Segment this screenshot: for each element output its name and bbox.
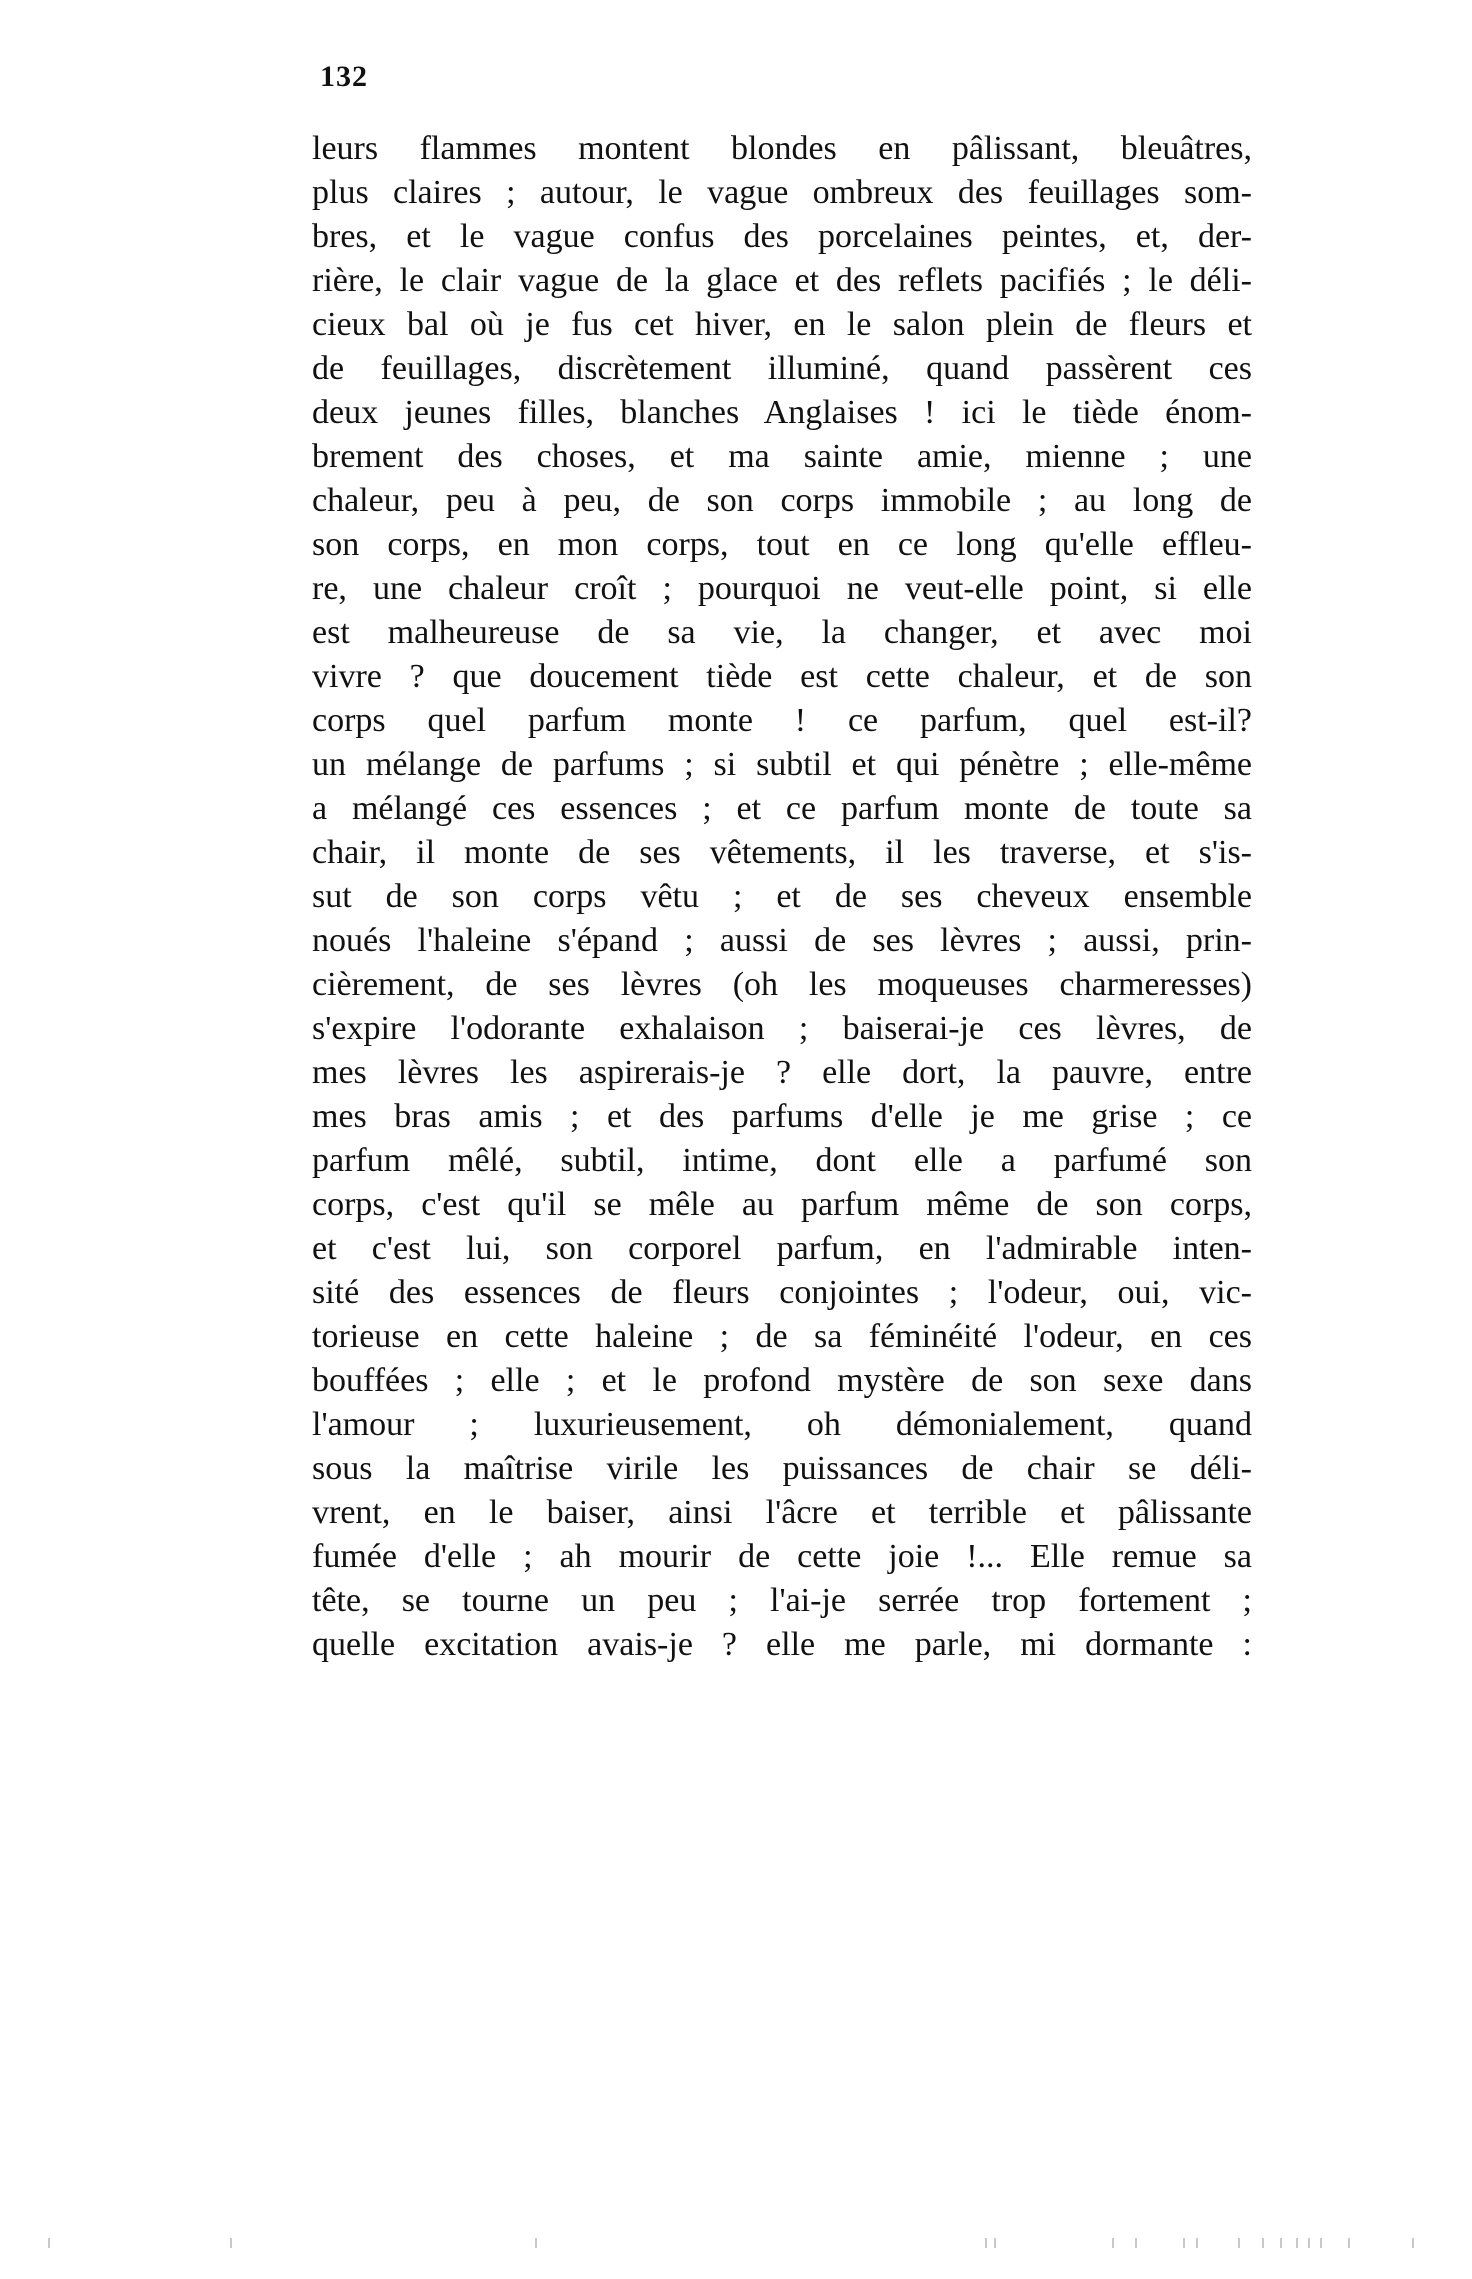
text-line: est malheureuse de sa vie, la changer, et avec moi xyxy=(312,614,1252,651)
text-line: l'amour ; luxurieusement, oh démonialement, quand xyxy=(312,1406,1252,1443)
text-line: sut de son corps vêtu ; et de ses cheveux ensemble xyxy=(312,878,1252,915)
text-line: quelle excitation avais-je ? elle me parle, mi dormante : xyxy=(312,1626,1252,1663)
text-line: rière, le clair vague de la glace et des reflets pacifiés ; le déli- xyxy=(312,262,1252,299)
text-line: chair, il monte de ses vêtements, il les traverse, et s'is- xyxy=(312,834,1252,871)
scan-mark xyxy=(1135,2238,1137,2248)
text-line: et c'est lui, son corporel parfum, en l'admirable inten- xyxy=(312,1230,1252,1267)
scan-mark xyxy=(1238,2238,1240,2248)
text-line: de feuillages, discrètement illuminé, quand passèrent ces xyxy=(312,350,1252,387)
scan-mark xyxy=(1412,2238,1414,2248)
text-line: noués l'haleine s'épand ; aussi de ses lèvres ; aussi, prin- xyxy=(312,922,1252,959)
scan-mark xyxy=(230,2238,232,2248)
text-line: vivre ? que doucement tiède est cette chaleur, et de son xyxy=(312,658,1252,695)
text-line: deux jeunes filles, blanches Anglaises ! ici le tiède énom- xyxy=(312,394,1252,431)
scan-mark xyxy=(1308,2238,1310,2248)
text-line: sité des essences de fleurs conjointes ; l'odeur, oui, vic- xyxy=(312,1274,1252,1311)
text-line: fumée d'elle ; ah mourir de cette joie !... Elle remue sa xyxy=(312,1538,1252,1575)
text-line: bouffées ; elle ; et le profond mystère de son sexe dans xyxy=(312,1362,1252,1399)
scan-mark xyxy=(1196,2238,1198,2248)
body-text xyxy=(312,127,1252,1667)
text-line: torieuse en cette haleine ; de sa féminéité l'odeur, en ces xyxy=(312,1318,1252,1355)
scan-mark xyxy=(1348,2238,1350,2248)
text-line: bres, et le vague confus des porcelaines peintes, et, der- xyxy=(312,218,1252,255)
text-line: re, une chaleur croît ; pourquoi ne veut-elle point, si elle xyxy=(312,570,1252,607)
text-line: vrent, en le baiser, ainsi l'âcre et terrible et pâlissante xyxy=(312,1494,1252,1531)
scan-mark xyxy=(48,2238,50,2248)
scan-mark xyxy=(1280,2238,1282,2248)
text-line: un mélange de parfums ; si subtil et qui pénètre ; elle-même xyxy=(312,746,1252,783)
text-line: chaleur, peu à peu, de son corps immobile ; au long de xyxy=(312,482,1252,519)
page-number: 132 xyxy=(320,60,368,93)
text-line: corps, c'est qu'il se mêle au parfum même de son corps, xyxy=(312,1186,1252,1223)
text-line: s'expire l'odorante exhalaison ; baiserai-je ces lèvres, de xyxy=(312,1010,1252,1047)
text-line: plus claires ; autour, le vague ombreux des feuillages som- xyxy=(312,174,1252,211)
scan-mark xyxy=(1320,2238,1322,2248)
text-line: son corps, en mon corps, tout en ce long qu'elle effleu- xyxy=(312,526,1252,563)
text-line: sous la maîtrise virile les puissances de chair se déli- xyxy=(312,1450,1252,1487)
text-line: cièrement, de ses lèvres (oh les moqueuses charmeresses) xyxy=(312,966,1252,1003)
text-line: leurs flammes montent blondes en pâlissant, bleuâtres, xyxy=(312,130,1252,167)
scan-mark xyxy=(1183,2238,1185,2248)
scan-mark xyxy=(1112,2238,1114,2248)
scan-artifacts xyxy=(0,2238,1472,2252)
scan-mark xyxy=(535,2238,537,2248)
text-line: mes lèvres les aspirerais-je ? elle dort, la pauvre, entre xyxy=(312,1054,1252,1091)
scan-mark xyxy=(1262,2238,1264,2248)
scan-mark xyxy=(1296,2238,1298,2248)
scan-mark xyxy=(985,2238,987,2248)
scan-mark xyxy=(994,2238,996,2248)
text-line: mes bras amis ; et des parfums d'elle je me grise ; ce xyxy=(312,1098,1252,1135)
text-line: brement des choses, et ma sainte amie, mienne ; une xyxy=(312,438,1252,475)
text-line: parfum mêlé, subtil, intime, dont elle a parfumé son xyxy=(312,1142,1252,1179)
text-line: a mélangé ces essences ; et ce parfum monte de toute sa xyxy=(312,790,1252,827)
text-line: tête, se tourne un peu ; l'ai-je serrée trop fortement ; xyxy=(312,1582,1252,1619)
text-line: cieux bal où je fus cet hiver, en le salon plein de fleurs et xyxy=(312,306,1252,343)
text-line: corps quel parfum monte ! ce parfum, quel est-il? xyxy=(312,702,1252,739)
